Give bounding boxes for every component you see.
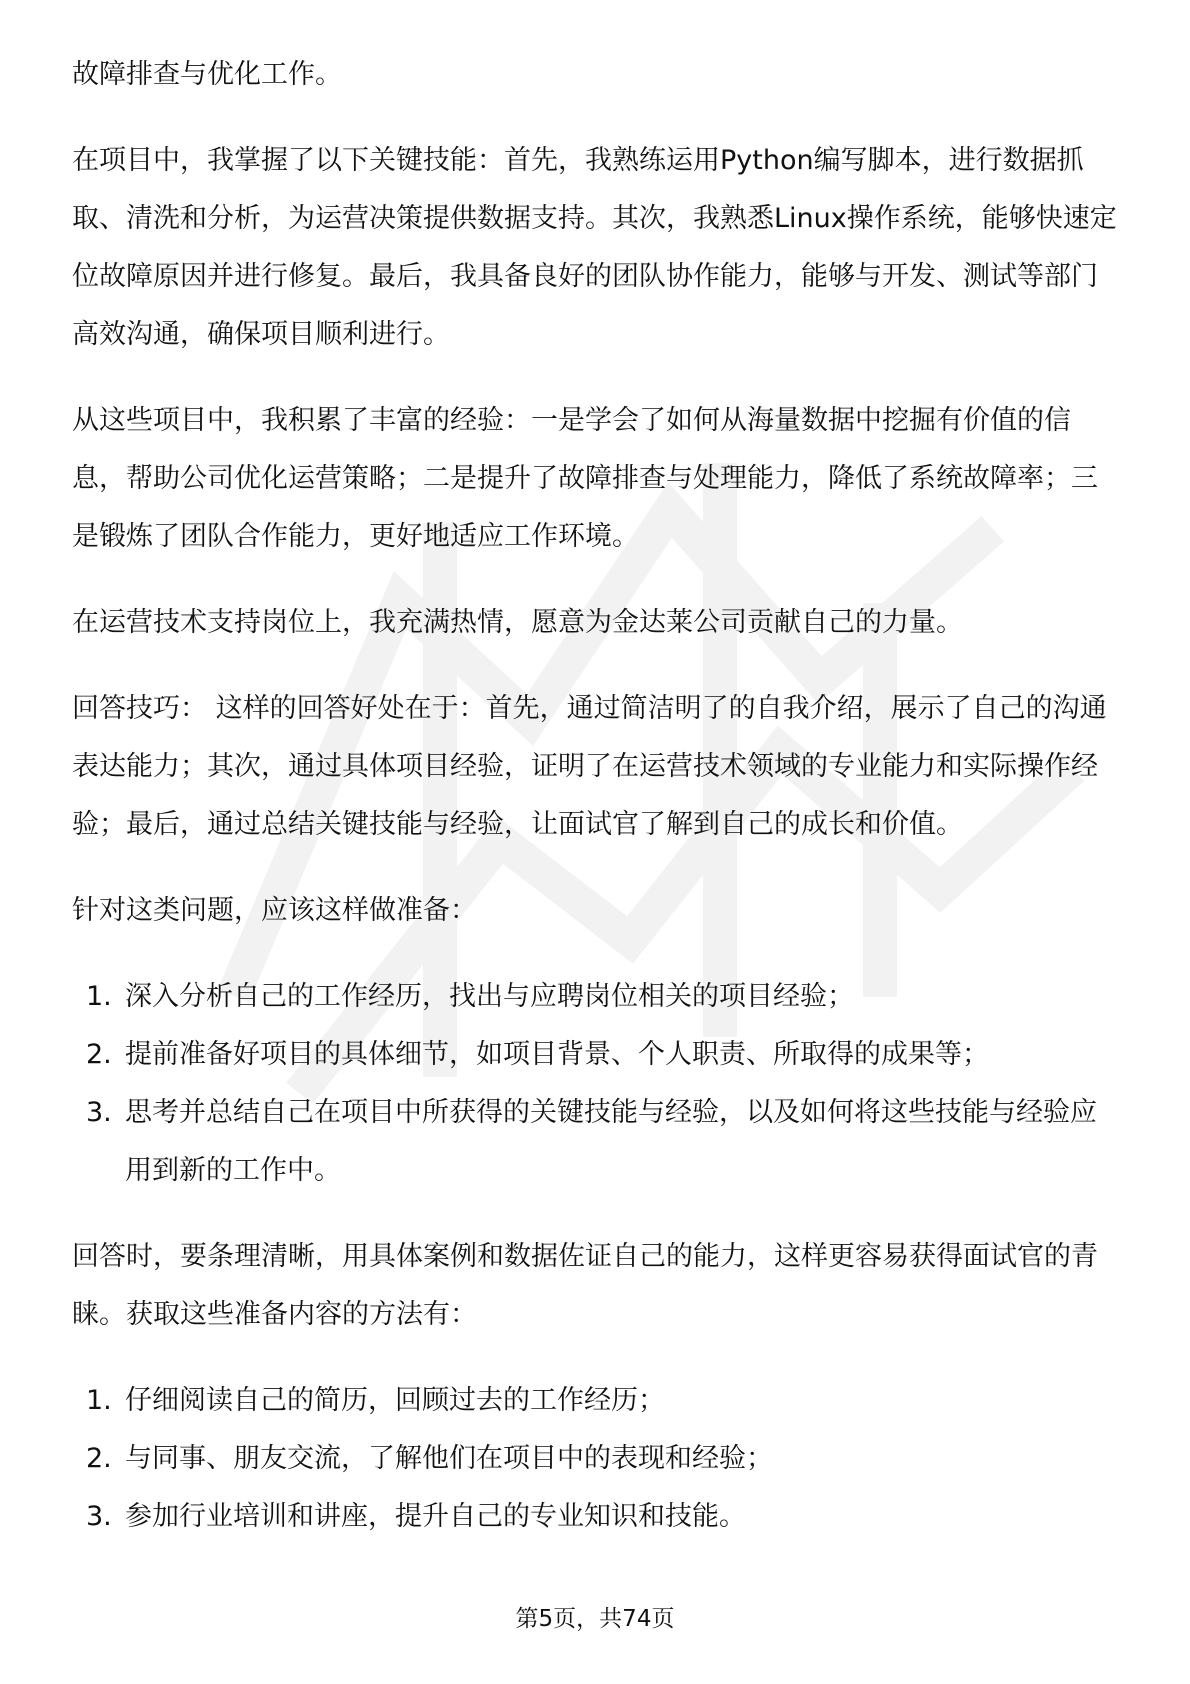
paragraph-enthusiasm: 在运营技术支持岗位上，我充满热情，愿意为金达莱公司贡献自己的力量。 [72, 607, 963, 638]
list-number: 1. [86, 981, 112, 1012]
paragraph-answer-tips: 回答技巧： 这样的回答好处在于：首先，通过简洁明了的自我介绍，展示了自己的沟通表达能力；其次，通过具体项目经验，证明了在运营技术领域的专业能力和实际操作经验；最后，通过总结关键技能与经验，让面试官了解到自己的成长和价值。 [72, 693, 1107, 840]
paragraph-continuation: 故障排查与优化工作。 [72, 59, 342, 90]
prep-list [72, 968, 1122, 1200]
paragraph-answer-method: 回答时，要条理清晰，用具体案例和数据佐证自己的能力，这样更容易获得面试官的青睐。获取这些准备内容的方法有： [72, 1241, 1098, 1330]
page-footer: 第5页，共74页 [515, 1606, 675, 1632]
list-item [72, 1026, 1122, 1084]
list-item-text: 仔细阅读自己的简历，回顾过去的工作经历； [125, 1385, 665, 1416]
method-list [72, 1372, 1122, 1546]
list-number: 1. [86, 1385, 112, 1416]
list-item-text: 深入分析自己的工作经历，找出与应聘岗位相关的项目经验； [125, 981, 854, 1012]
list-item-text: 思考并总结自己在项目中所获得的关键技能与经验，以及如何将这些技能与经验应用到新的工作中。 [125, 1097, 1097, 1186]
list-item-text: 提前准备好项目的具体细节，如项目背景、个人职责、所取得的成果等； [125, 1039, 989, 1070]
list-item [72, 968, 1122, 1026]
list-item [72, 1430, 1122, 1488]
list-number: 3. [86, 1501, 112, 1532]
paragraph-key-skills: 在项目中，我掌握了以下关键技能：首先，我熟练运用Python编写脚本，进行数据抓取、清洗和分析，为运营决策提供数据支持。其次，我熟悉Linux操作系统，能够快速定位故障原因并进行修复。最后，我具备良好的团队协作能力，能够与开发、测试等部门高效沟通，确保项目顺利进行。 [72, 145, 1117, 350]
list-number: 3. [86, 1097, 112, 1128]
list-number: 2. [86, 1443, 112, 1474]
document-body [72, 46, 1122, 1574]
list-number: 2. [86, 1039, 112, 1070]
list-item [72, 1372, 1122, 1430]
list-item-text: 参加行业培训和讲座，提升自己的专业知识和技能。 [125, 1501, 746, 1532]
list-item [72, 1084, 1122, 1200]
list-item-text: 与同事、朋友交流，了解他们在项目中的表现和经验； [125, 1443, 773, 1474]
paragraph-experience: 从这些项目中，我积累了丰富的经验：一是学会了如何从海量数据中挖掘有价值的信息，帮助公司优化运营策略；二是提升了故障排查与处理能力，降低了系统故障率；三是锻炼了团队合作能力，更好地适应工作环境。 [72, 405, 1098, 552]
paragraph-prep-intro: 针对这类问题，应该这样做准备： [72, 895, 477, 926]
list-item [72, 1488, 1122, 1546]
